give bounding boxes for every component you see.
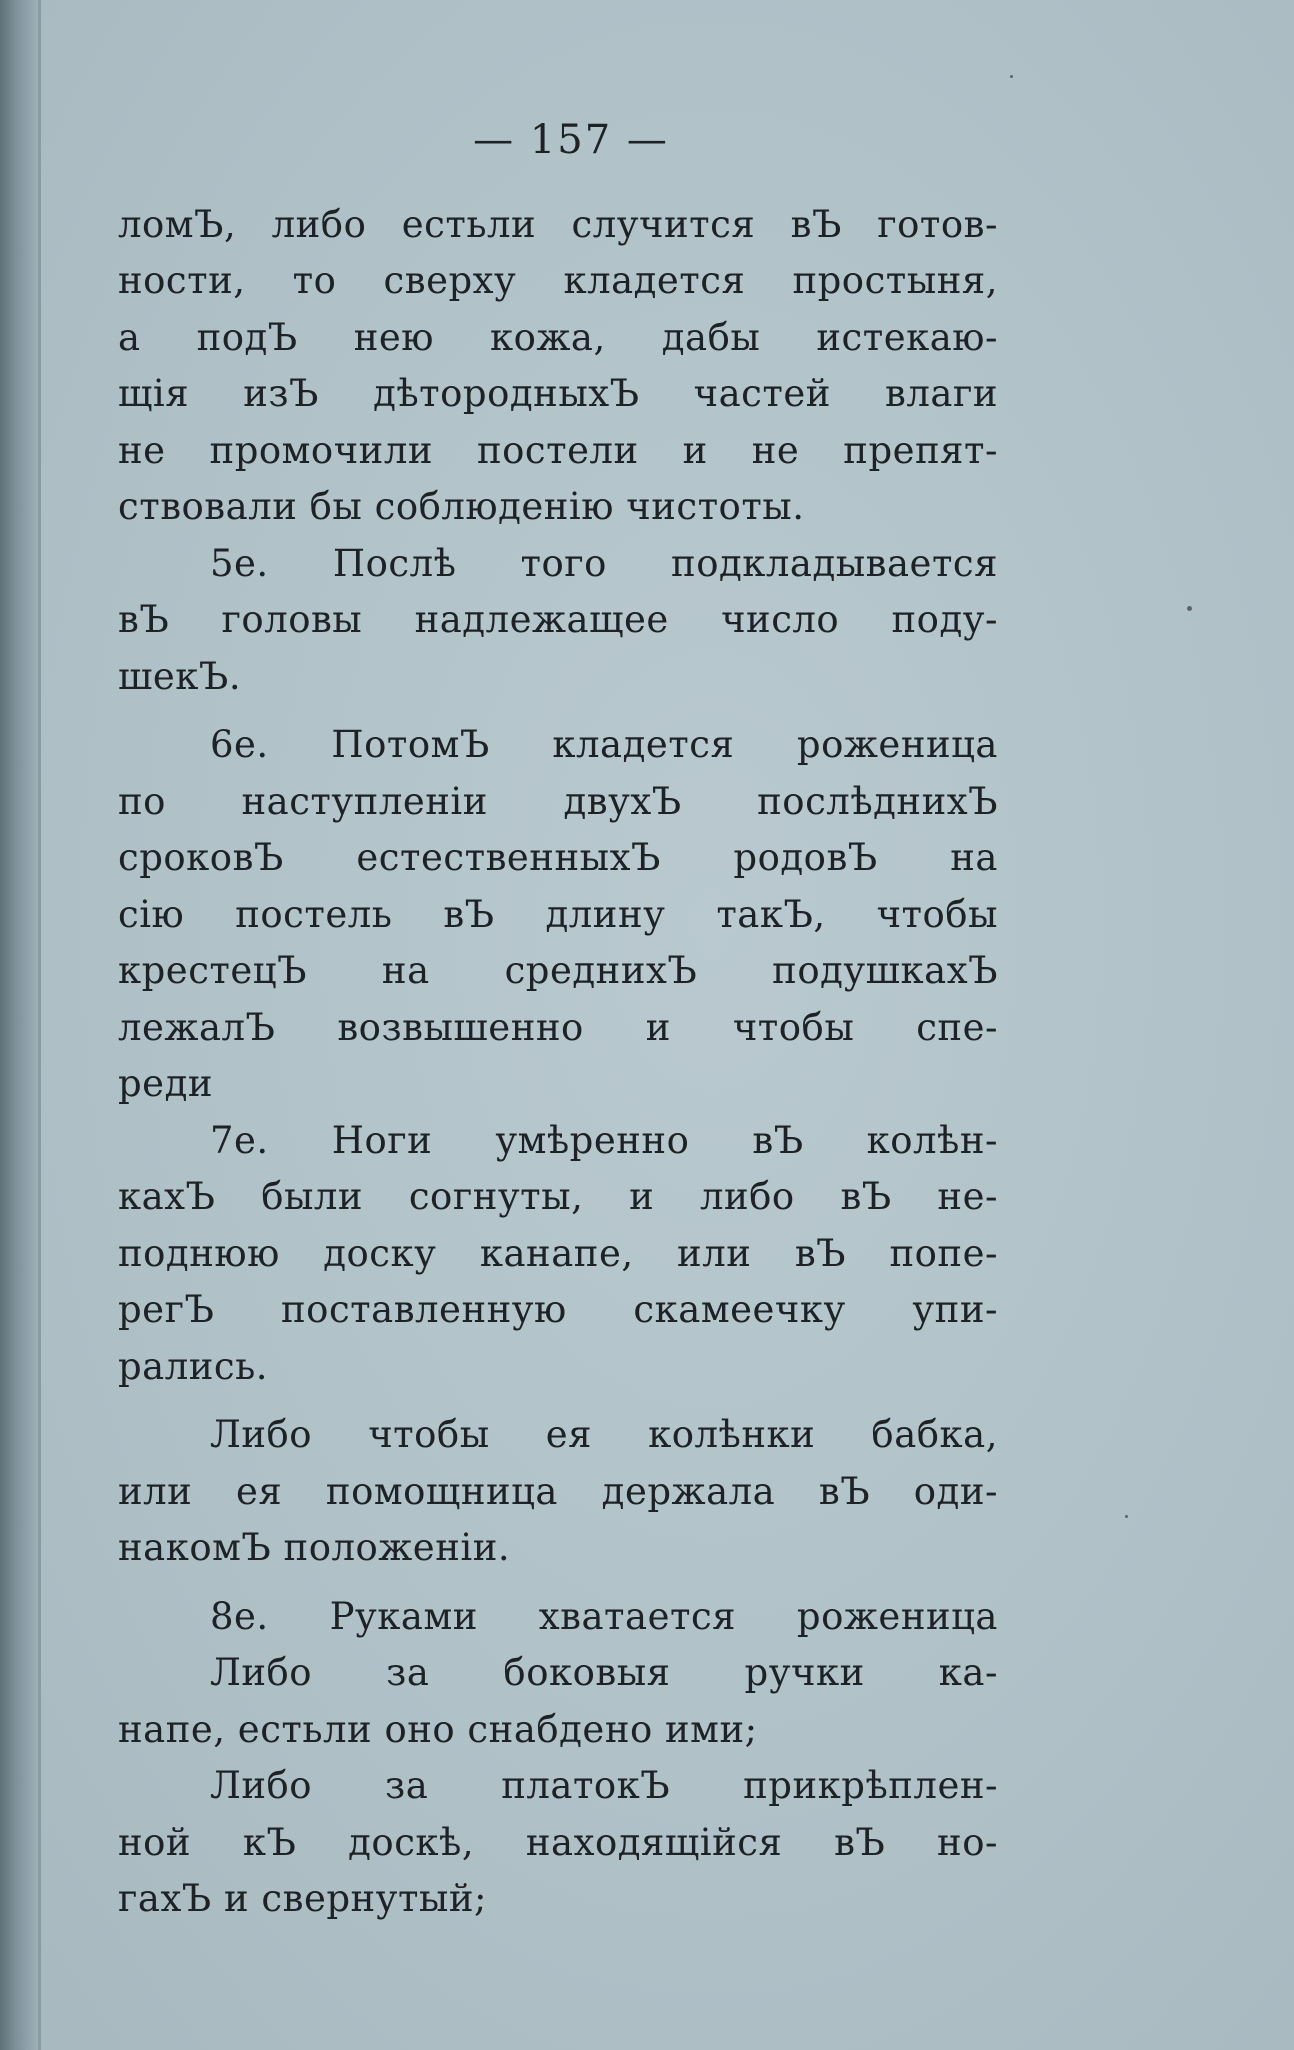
text-line: Либо за платокЪ прикрѣплен- xyxy=(210,1764,998,1807)
text-line: ломЪ, либо естьли случится вЪ готов- xyxy=(118,202,998,246)
text-line: крестецЪ на среднихЪ подушкахЪ xyxy=(118,949,998,992)
text-line: гахЪ и свернутый; xyxy=(118,1877,487,1920)
text-line: а подЪ нею кожа, дабы истекаю- xyxy=(118,315,998,359)
text-line: 7е. Ноги умѣренно вЪ колѣн- xyxy=(210,1118,998,1162)
paragraph-gap xyxy=(118,1395,998,1407)
text-line: сію постель вЪ длину такЪ, чтобы xyxy=(118,892,998,936)
text-line: ствовали бы соблюденію чистоты. xyxy=(118,485,805,528)
text-line: регЪ поставленную скамеечку упи- xyxy=(118,1288,998,1331)
text-line: или ея помощница держала вЪ оди- xyxy=(118,1469,998,1513)
text-line: поднюю доску канапе, или вЪ попе- xyxy=(118,1231,998,1275)
text-line: Либо за боковыя ручки ка- xyxy=(210,1651,998,1694)
paper-speck xyxy=(1125,1515,1128,1518)
page-text-block xyxy=(118,112,998,1928)
page-edge xyxy=(38,0,41,2050)
text-line: лежалЪ возвышенно и чтобы спе- xyxy=(118,1005,998,1049)
text-line: ной кЪ доскѣ, находящійся вЪ но- xyxy=(118,1820,998,1864)
paragraph-gap xyxy=(118,705,998,717)
text-line: 6е. ПотомЪ кладется роженица xyxy=(210,723,998,766)
text-line: по наступленіи двухЪ послѣднихЪ xyxy=(118,779,998,823)
text-line: рались. xyxy=(118,1344,269,1388)
text-line: не промочили постели и не препят- xyxy=(118,428,998,472)
text-line: Либо чтобы ея колѣнки бабка, xyxy=(210,1413,998,1456)
text-line: напе, естьли оно снабдено ими; xyxy=(118,1707,758,1751)
paragraph-gap xyxy=(118,1577,998,1589)
text-line: 8е. Руками хватается роженица xyxy=(210,1594,998,1638)
text-line: кахЪ были согнуты, и либо вЪ не- xyxy=(118,1175,998,1218)
paper-speck xyxy=(1010,75,1013,78)
text-line: ности, то сверху кладется простыня, xyxy=(118,259,998,302)
text-line: вЪ головы надлежащее число поду- xyxy=(118,598,998,641)
book-spine-shadow xyxy=(0,0,38,2050)
text-line: 5е. Послѣ того подкладывается xyxy=(210,541,998,585)
text-line: накомЪ положеніи. xyxy=(118,1526,511,1569)
text-line: реди xyxy=(118,1062,214,1105)
paper-speck xyxy=(1187,606,1192,611)
text-line: щія изЪ дѣтородныхЪ частей влаги xyxy=(118,372,998,415)
text-line: шекЪ. xyxy=(118,654,242,698)
page-number: — 157 — xyxy=(473,117,669,163)
text-line: сроковЪ естественныхЪ родовЪ на xyxy=(118,836,998,879)
body-text xyxy=(118,197,998,1928)
